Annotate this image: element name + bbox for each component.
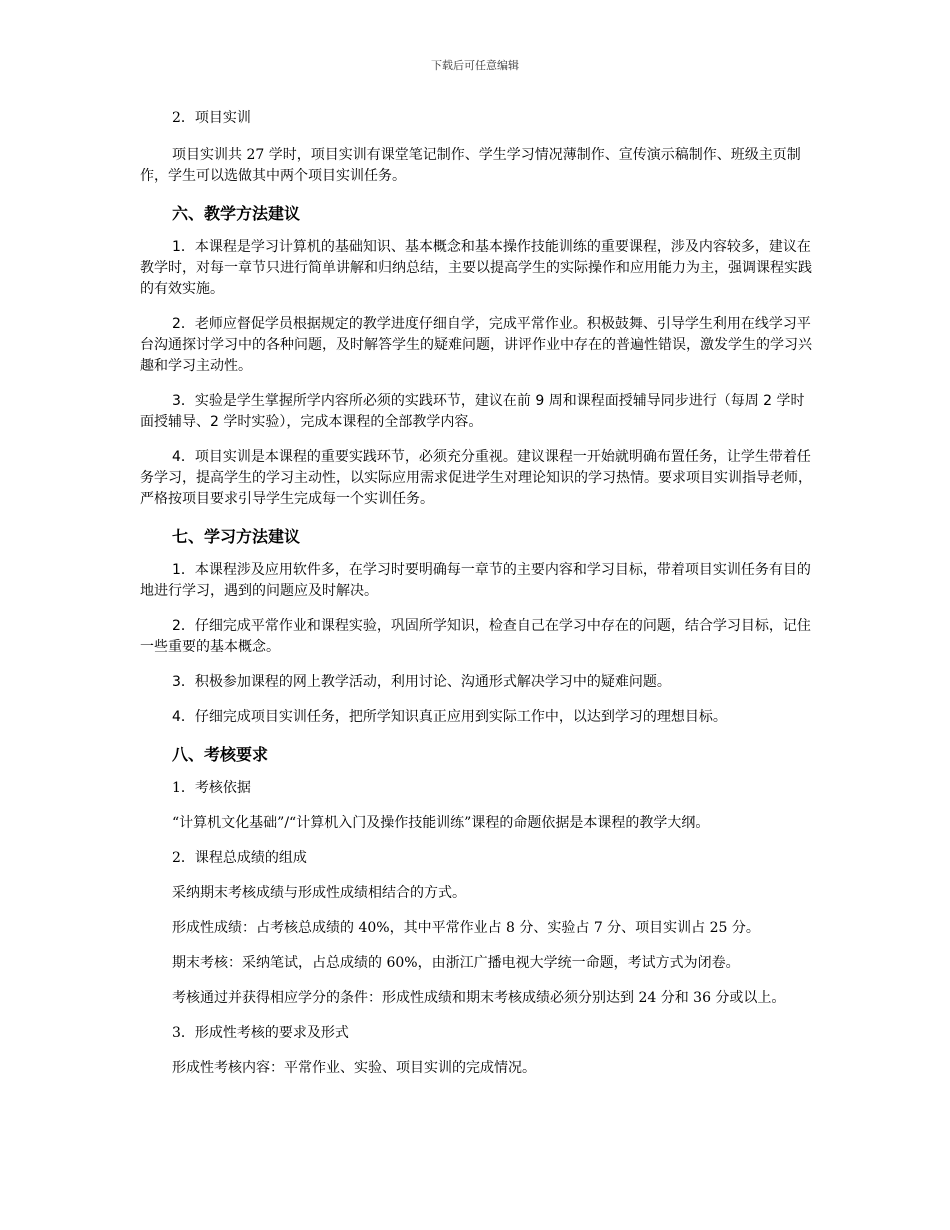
paragraph: 考核通过并获得相应学分的条件：形成性成绩和期末考核成绩必须分别达到 24 分和 36 分或以上。 [172,990,786,1006]
paragraph: 形成性成绩：占考核总成绩的 40%，其中平常作业占 8 分、实验占 7 分、项目实训占 25 分。 [172,920,760,936]
paragraph: 2．老师应督促学员根据规定的教学进度仔细自学，完成平常作业。积极鼓舞、引导学生利用在线学习平台沟通探讨学习中的各种问题，及时解答学生的疑难问题，讲评作业中存在的普遍性错误，激发学生的学习兴趣和学习主动性。 [140,316,812,374]
document-body [140,108,812,1079]
section-heading-learning-methods: 七、学习方法建议 [172,527,301,546]
paragraph: 采纳期末考核成绩与形成性成绩相结合的方式。 [172,885,466,901]
paragraph: 3．积极参加课程的网上教学活动，利用讨论、沟通形式解决学习中的疑难问题。 [172,674,671,690]
paragraph: 项目实训共 27 学时，项目实训有课堂笔记制作、学生学习情况薄制作、宣传演示稿制作、班级主页制作，学生可以选做其中两个项目实训任务。 [140,147,801,184]
page-header: 下载后可任意编辑 [431,59,519,72]
section-heading-teaching-methods: 六、教学方法建议 [172,204,301,223]
subsection-project-training: 2．项目实训 [172,110,251,126]
subsection-assessment-basis: 1．考核依据 [172,780,251,796]
paragraph: 4．仔细完成项目实训任务，把所学知识真正应用到实际工作中，以达到学习的理想目标。 [172,709,727,725]
paragraph: 1．本课程涉及应用软件多，在学习时要明确每一章节的主要内容和学习目标，带着项目实训任务有目的地进行学习，遇到的问题应及时解决。 [140,562,811,599]
subsection-grade-composition: 2．课程总成绩的组成 [172,850,307,866]
paragraph: 3．实验是学生掌握所学内容所必须的实践环节，建议在前 9 周和课程面授辅导同步进行（每周 2 学时面授辅导、2 学时实验），完成本课程的全部教学内容。 [140,393,805,430]
subsection-formative-assessment: 3．形成性考核的要求及形式 [172,1025,349,1041]
section-heading-assessment: 八、考核要求 [172,745,269,764]
paragraph: 期末考核：采纳笔试，占总成绩的 60%，由浙江广播电视大学统一命题，考试方式为闭卷。 [172,955,740,971]
paragraph: 4．项目实训是本课程的重要实践环节，必须充分重视。建议课程一开始就明确布置任务，让学生带着任务学习，提高学生的学习主动性，以实际应用需求促进学生对理论知识的学习热情。要求项目实训指导老师，严格按项目要求引导学生完成每一个实训任务。 [140,449,812,507]
paragraph: 1．本课程是学习计算机的基础知识、基本概念和基本操作技能训练的重要课程，涉及内容较多，建议在教学时，对每一章节只进行简单讲解和归纳总结，主要以提高学生的实际操作和应用能力为主，强调课程实践的有效实施。 [140,239,812,297]
paragraph: 形成性考核内容：平常作业、实验、项目实训的完成情况。 [172,1060,536,1076]
paragraph: “计算机文化基础”/“计算机入门及操作技能训练”课程的命题依据是本课程的教学大纲。 [172,815,710,831]
paragraph: 2．仔细完成平常作业和课程实验，巩固所学知识，检查自己在学习中存在的问题，结合学习目标，记住一些重要的基本概念。 [140,618,811,655]
